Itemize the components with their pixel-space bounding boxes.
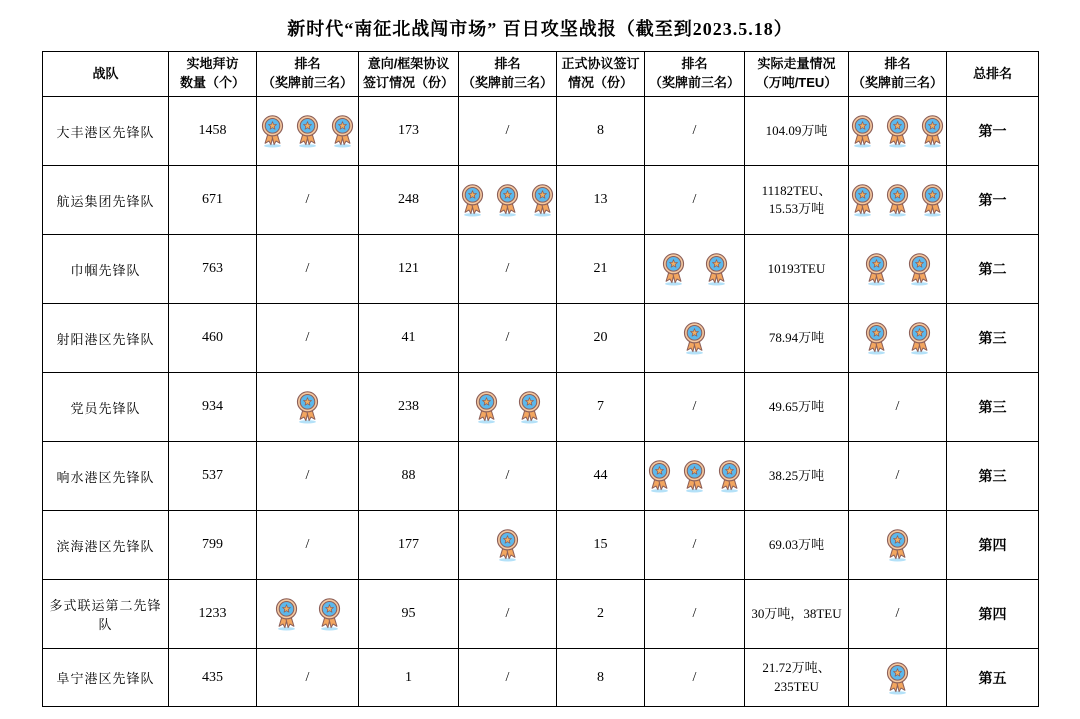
column-header-line1: 实际走量情况 (757, 56, 836, 72)
report-title: 新时代“南征北战闯市场” 百日攻坚战报（截至到2023.5.18） (287, 19, 793, 39)
medal-icon (527, 183, 557, 217)
visits-count-cell: 1458 (169, 97, 257, 166)
column-header-line1: 战队 (92, 65, 119, 81)
medal-group (259, 114, 356, 148)
team-name-cell: 阜宁港区先锋队 (43, 649, 169, 707)
medal-icon (314, 597, 345, 631)
team-name-cell: 巾帼先锋队 (43, 235, 169, 304)
overall-rank-cell: 第四 (947, 511, 1039, 580)
volume-rank-cell (849, 97, 947, 166)
column-header-2 (257, 52, 359, 97)
column-header-line2: （奖牌前三名） (648, 75, 740, 90)
formal-agreements-cell: 8 (557, 97, 645, 166)
volume-cell: 38.25万吨 (745, 442, 849, 511)
formal-rank-cell: / (645, 649, 745, 707)
medal-group (259, 597, 356, 631)
formal-rank-cell: / (645, 166, 745, 235)
volume-rank-cell: / (849, 442, 947, 511)
visits-count-cell: 799 (169, 511, 257, 580)
report-table (42, 51, 1039, 707)
intent-rank-cell: / (459, 235, 557, 304)
medal-group (461, 528, 554, 562)
medal-icon (904, 252, 935, 286)
volume-rank-cell (849, 235, 947, 304)
visits-rank-cell (257, 580, 359, 649)
formal-rank-cell (645, 235, 745, 304)
volume-rank-cell (849, 166, 947, 235)
formal-agreements-cell: 15 (557, 511, 645, 580)
table-body (43, 97, 1039, 707)
intent-rank-cell: / (459, 442, 557, 511)
visits-count-cell: 763 (169, 235, 257, 304)
medal-icon (714, 459, 745, 493)
medal-icon (849, 183, 879, 217)
column-header-line2: 情况（份） (567, 75, 633, 90)
visits-rank-cell: / (257, 442, 359, 511)
formal-rank-cell: / (645, 373, 745, 442)
medal-icon (459, 183, 489, 217)
volume-rank-cell: / (849, 580, 947, 649)
team-name-cell: 响水港区先锋队 (43, 442, 169, 511)
table-header (43, 52, 1039, 97)
medal-icon (882, 183, 913, 217)
formal-agreements-cell: 21 (557, 235, 645, 304)
column-header-3 (359, 52, 459, 97)
medal-group (461, 390, 554, 424)
medal-icon (861, 252, 892, 286)
intent-rank-cell: / (459, 649, 557, 707)
column-header-line2: （奖牌前三名） (261, 75, 353, 90)
intent-agreements-cell: 248 (359, 166, 459, 235)
column-header-line2: （奖牌前三名） (461, 75, 553, 90)
medal-icon (701, 252, 732, 286)
visits-rank-cell: / (257, 649, 359, 707)
formal-rank-cell (645, 304, 745, 373)
header-row (43, 52, 1039, 97)
medal-group (259, 390, 356, 424)
medal-group (461, 183, 554, 217)
column-header-line1: 排名 (884, 56, 911, 72)
medal-icon (471, 390, 502, 424)
intent-rank-cell: / (459, 97, 557, 166)
team-name-cell: 滨海港区先锋队 (43, 511, 169, 580)
medal-icon (679, 459, 710, 493)
column-header-7 (745, 52, 849, 97)
overall-rank-cell: 第三 (947, 304, 1039, 373)
intent-rank-cell (459, 373, 557, 442)
table-row (43, 166, 1039, 235)
visits-count-cell: 1233 (169, 580, 257, 649)
formal-agreements-cell: 7 (557, 373, 645, 442)
overall-rank-cell: 第一 (947, 97, 1039, 166)
formal-agreements-cell: 2 (557, 580, 645, 649)
formal-rank-cell: / (645, 511, 745, 580)
medal-icon (514, 390, 545, 424)
medal-icon (679, 321, 710, 355)
medal-group (647, 459, 742, 493)
column-header-1 (169, 52, 257, 97)
volume-cell: 30万吨，38TEU (745, 580, 849, 649)
volume-cell: 104.09万吨 (745, 97, 849, 166)
team-name-cell: 大丰港区先锋队 (43, 97, 169, 166)
medal-icon (257, 114, 288, 148)
team-name-cell: 射阳港区先锋队 (43, 304, 169, 373)
formal-rank-cell: / (645, 97, 745, 166)
volume-cell: 78.94万吨 (745, 304, 849, 373)
volume-rank-cell: / (849, 373, 947, 442)
formal-rank-cell: / (645, 580, 745, 649)
column-header-line1: 总排名 (972, 65, 1012, 81)
intent-rank-cell: / (459, 580, 557, 649)
medal-icon (327, 114, 358, 148)
medal-group (647, 252, 742, 286)
medal-group (851, 114, 944, 148)
intent-agreements-cell: 238 (359, 373, 459, 442)
table-row (43, 97, 1039, 166)
intent-agreements-cell: 177 (359, 511, 459, 580)
column-header-line1: 排名 (494, 56, 521, 72)
overall-rank-cell: 第三 (947, 442, 1039, 511)
intent-agreements-cell: 88 (359, 442, 459, 511)
visits-rank-cell: / (257, 235, 359, 304)
visits-count-cell: 537 (169, 442, 257, 511)
volume-cell: 21.72万吨、235TEU (745, 649, 849, 707)
visits-rank-cell (257, 97, 359, 166)
overall-rank-cell: 第四 (947, 580, 1039, 649)
medal-group (851, 528, 944, 562)
overall-rank-cell: 第五 (947, 649, 1039, 707)
table-row (43, 649, 1039, 707)
overall-rank-cell: 第一 (947, 166, 1039, 235)
column-header-line2: 数量（个） (179, 75, 245, 90)
intent-agreements-cell: 1 (359, 649, 459, 707)
medal-icon (904, 321, 935, 355)
visits-rank-cell: / (257, 166, 359, 235)
volume-cell: 49.65万吨 (745, 373, 849, 442)
volume-rank-cell (849, 649, 947, 707)
medal-group (851, 252, 944, 286)
intent-rank-cell: / (459, 304, 557, 373)
column-header-line2: （奖牌前三名） (851, 75, 943, 90)
intent-rank-cell (459, 511, 557, 580)
medal-icon (882, 661, 913, 695)
medal-icon (658, 252, 689, 286)
medal-group (851, 183, 944, 217)
table-row (43, 304, 1039, 373)
medal-icon (882, 114, 913, 148)
team-name-cell: 航运集团先锋队 (43, 166, 169, 235)
medal-icon (849, 114, 879, 148)
table-row (43, 373, 1039, 442)
volume-cell: 69.03万吨 (745, 511, 849, 580)
medal-icon (861, 321, 892, 355)
column-header-line1: 正式协议签订 (561, 56, 640, 72)
medal-icon (292, 390, 323, 424)
table-row (43, 511, 1039, 580)
medal-icon (271, 597, 302, 631)
table-row (43, 442, 1039, 511)
column-header-4 (459, 52, 557, 97)
medal-group (851, 661, 944, 695)
column-header-line1: 排名 (294, 56, 321, 72)
team-name-cell: 党员先锋队 (43, 373, 169, 442)
formal-agreements-cell: 13 (557, 166, 645, 235)
visits-count-cell: 934 (169, 373, 257, 442)
volume-rank-cell (849, 304, 947, 373)
column-header-8 (849, 52, 947, 97)
intent-agreements-cell: 173 (359, 97, 459, 166)
formal-agreements-cell: 44 (557, 442, 645, 511)
team-name-cell: 多式联运第二先锋队 (43, 580, 169, 649)
column-header-0 (43, 52, 169, 97)
volume-rank-cell (849, 511, 947, 580)
visits-rank-cell: / (257, 304, 359, 373)
visits-count-cell: 460 (169, 304, 257, 373)
medal-icon (917, 114, 947, 148)
overall-rank-cell: 第二 (947, 235, 1039, 304)
formal-agreements-cell: 8 (557, 649, 645, 707)
visits-count-cell: 671 (169, 166, 257, 235)
intent-agreements-cell: 121 (359, 235, 459, 304)
column-header-5 (557, 52, 645, 97)
volume-cell: 10193TEU (745, 235, 849, 304)
medal-group (647, 321, 742, 355)
column-header-line1: 意向/框架协议 (367, 56, 450, 72)
visits-count-cell: 435 (169, 649, 257, 707)
medal-icon (882, 528, 913, 562)
medal-icon (492, 528, 523, 562)
column-header-6 (645, 52, 745, 97)
table-row (43, 235, 1039, 304)
overall-rank-cell: 第三 (947, 373, 1039, 442)
column-header-line1: 实地拜访 (186, 56, 239, 72)
formal-rank-cell (645, 442, 745, 511)
intent-agreements-cell: 95 (359, 580, 459, 649)
medal-group (851, 321, 944, 355)
column-header-line2: （万吨/TEU） (755, 75, 838, 90)
intent-rank-cell (459, 166, 557, 235)
column-header-line2: 签订情况（份） (362, 75, 454, 90)
medal-icon (645, 459, 676, 493)
visits-rank-cell (257, 373, 359, 442)
column-header-line1: 排名 (681, 56, 708, 72)
medal-icon (292, 114, 323, 148)
volume-cell: 11182TEU、15.53万吨 (745, 166, 849, 235)
formal-agreements-cell: 20 (557, 304, 645, 373)
medal-icon (917, 183, 947, 217)
column-header-9 (947, 52, 1039, 97)
intent-agreements-cell: 41 (359, 304, 459, 373)
table-row (43, 580, 1039, 649)
visits-rank-cell: / (257, 511, 359, 580)
medal-icon (492, 183, 523, 217)
